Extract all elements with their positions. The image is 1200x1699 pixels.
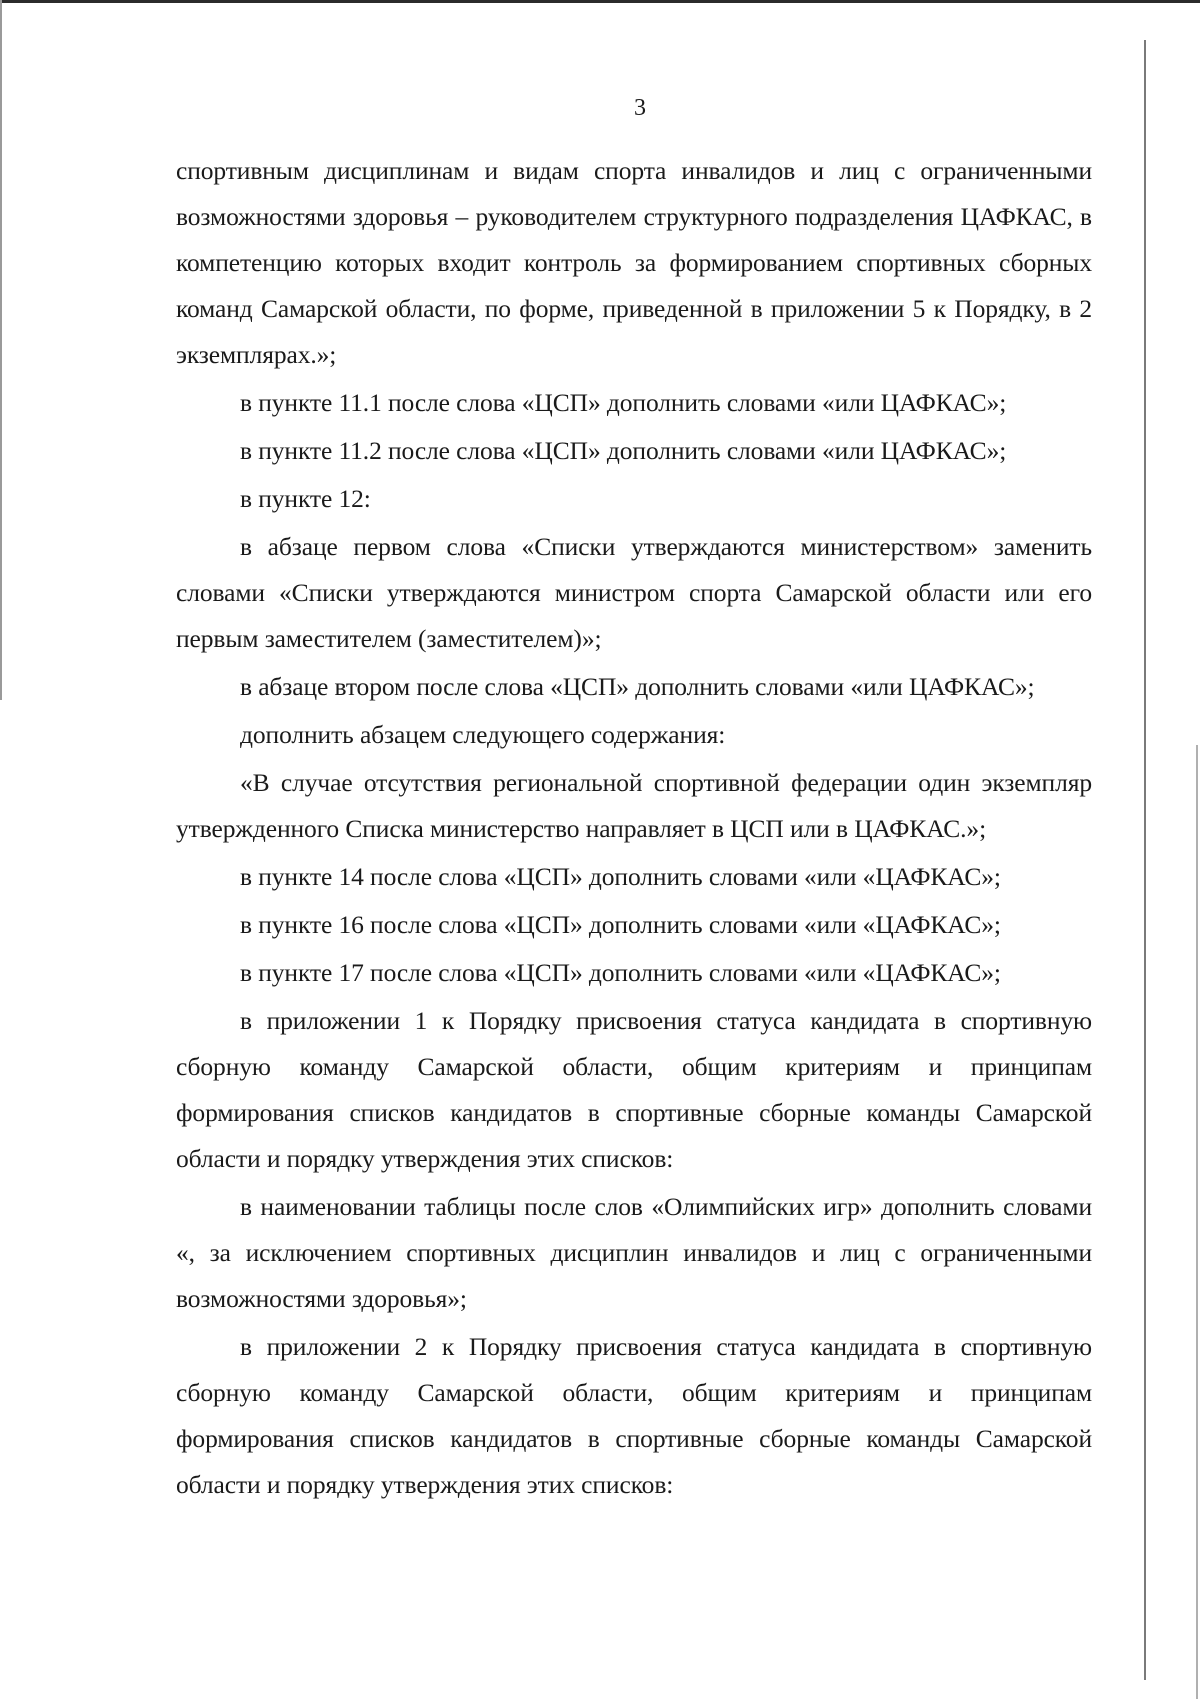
paragraph-item-14: в пункте 14 после слова «ЦСП» дополнить словами «или «ЦАФКАС»; — [240, 862, 1001, 891]
paragraph-item-17: в пункте 17 после слова «ЦСП» дополнить словами «или «ЦАФКАС»; — [240, 958, 1001, 987]
scan-edge-top — [0, 0, 1200, 3]
paragraph-item-11-1: в пункте 11.1 после слова «ЦСП» дополнить словами «или ЦАФКАС»; — [240, 388, 1007, 417]
paragraph-item-12-second: в абзаце втором после слова «ЦСП» дополнить словами «или ЦАФКАС»; — [240, 672, 1035, 701]
page-number: 3 — [634, 95, 646, 121]
paragraph-appendix-1: в приложении 1 к Порядку присвоения статуса кандидата в спортивную сборную команду Самарской области, общим критериям и принципам формирования списков кандидатов в спортивные сборные команды Самарской области и порядку утверждения этих списков: — [176, 1006, 1092, 1173]
paragraph-appendix-2: в приложении 2 к Порядку присвоения статуса кандидата в спортивную сборную команду Самарской области, общим критериям и принципам формирования списков кандидатов в спортивные сборные команды Самарской области и порядку утверждения этих списков: — [176, 1332, 1092, 1499]
paragraph-item-11-2: в пункте 11.2 после слова «ЦСП» дополнить словами «или ЦАФКАС»; — [240, 436, 1007, 465]
scan-edge-right-outer — [1196, 745, 1198, 1699]
paragraph-continuation: спортивным дисциплинам и видам спорта инвалидов и лиц с ограниченными возможностями здоровья – руководителем структурного подразделения ЦАФКАС, в компетенцию которых входит контроль за формированием спортивных сборных команд Самарской области, по форме, приведенной в приложении 5 к Порядку, в 2 экземплярах.»; — [176, 156, 1092, 369]
paragraph-item-12: в пункте 12: — [240, 484, 371, 513]
paragraph-item-16: в пункте 16 после слова «ЦСП» дополнить словами «или «ЦАФКАС»; — [240, 910, 1001, 939]
paragraph-table-title: в наименовании таблицы после слов «Олимпийских игр» дополнить словами «, за исключением спортивных дисциплин инвалидов и лиц с ограниченными возможностями здоровья»; — [176, 1192, 1092, 1313]
paragraph-item-12-first: в абзаце первом слова «Списки утверждаются министерством» заменить словами «Списки утверждаются министром спорта Самарской области или его первым заместителем (заместителем)»; — [176, 532, 1092, 653]
paragraph-add-abzac: дополнить абзацем следующего содержания: — [240, 720, 726, 749]
scan-edge-right — [1144, 40, 1146, 1680]
paragraph-quote: «В случае отсутствия региональной спортивной федерации один экземпляр утвержденного Списка министерство направляет в ЦСП или в ЦАФКАС.»; — [176, 768, 1092, 843]
document-body — [176, 148, 1092, 1510]
